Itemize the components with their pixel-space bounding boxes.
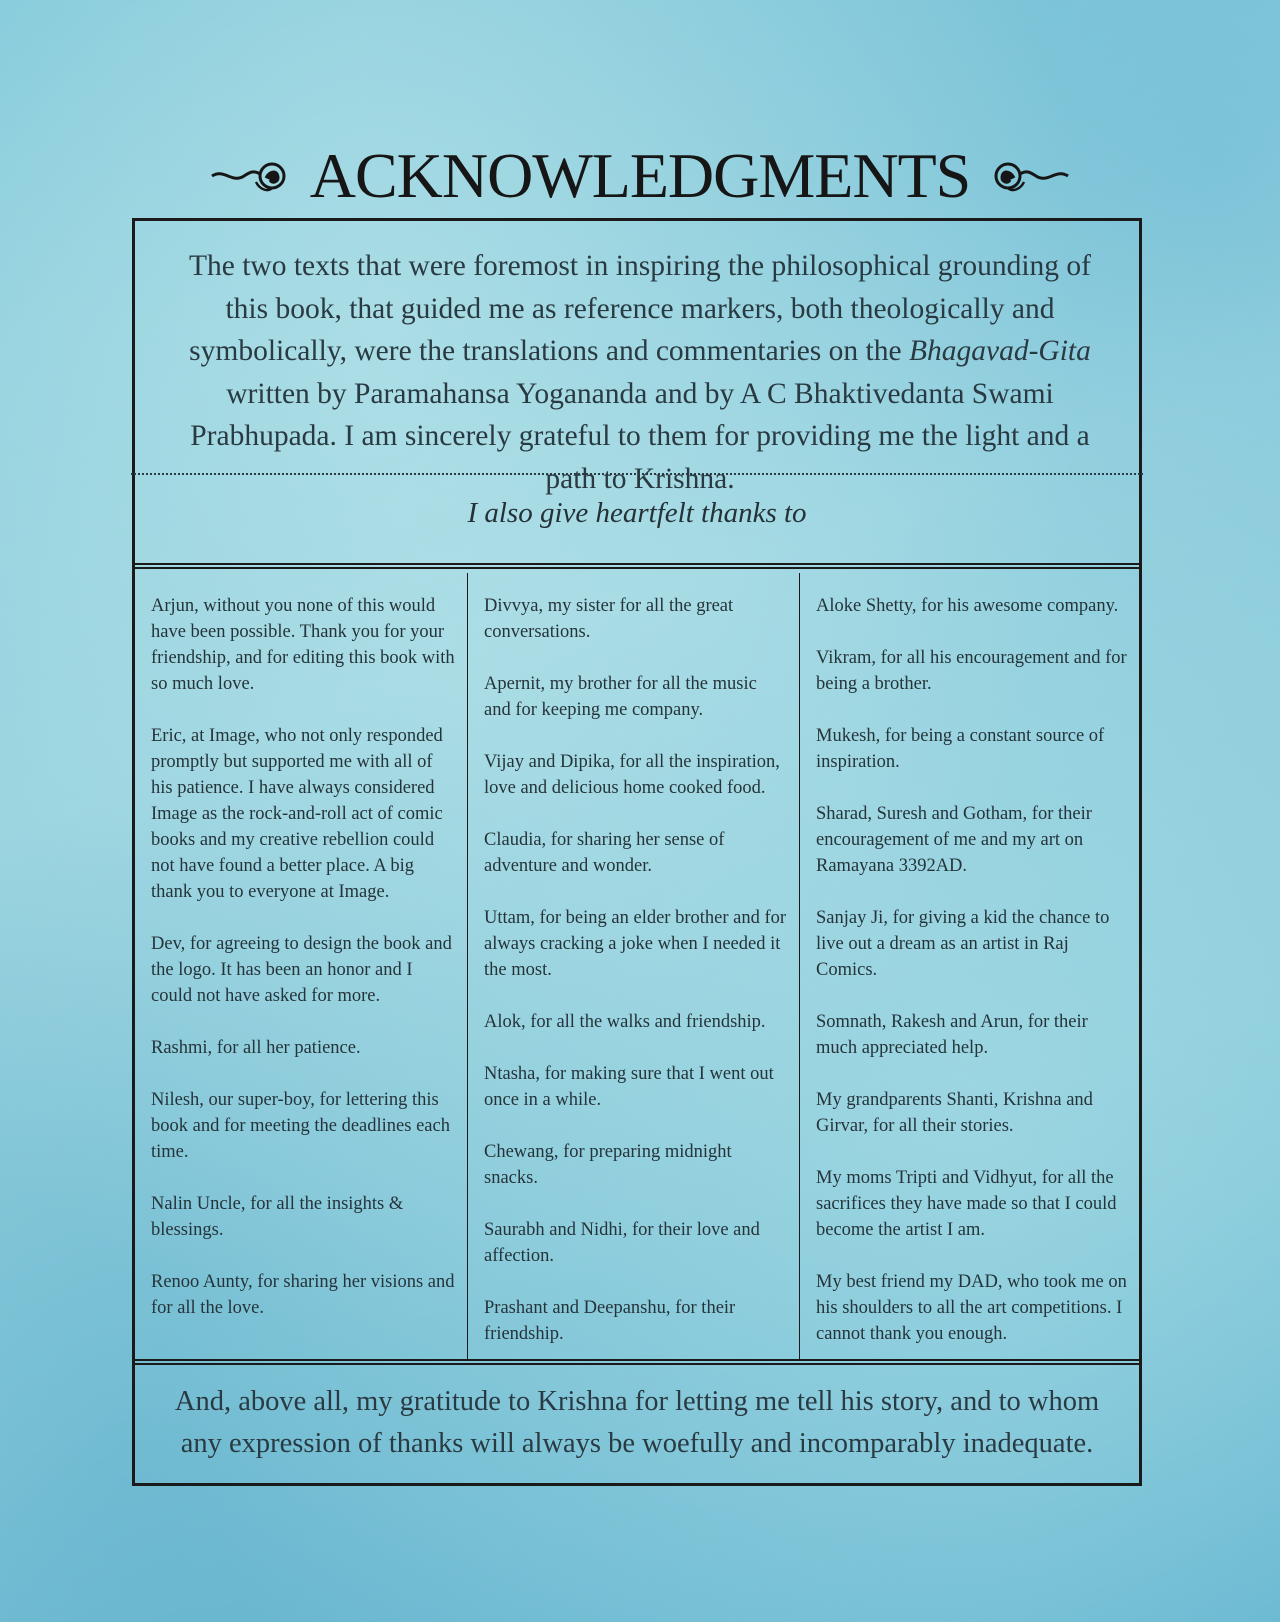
left-flourish-icon: [210, 156, 292, 196]
acknowledgments-frame: [132, 218, 1142, 1486]
thanks-entry: My moms Tripti and Vidhyut, for all the sacrifices they have made so that I could become the artist I am.: [816, 1168, 1117, 1240]
thanks-entry: Vikram, for all his encouragement and for being a brother.: [816, 648, 1127, 694]
thanks-entry: Divvya, my sister for all the great conversations.: [484, 596, 734, 642]
thanks-entry: Nilesh, our super-boy, for lettering this book and for meeting the deadlines each time.: [151, 1090, 450, 1162]
thanks-column-2: [467, 573, 799, 1359]
thanks-entry: Aloke Shetty, for his awesome company.: [816, 596, 1119, 616]
thanks-entry: Nalin Uncle, for all the insights & blessings.: [151, 1194, 404, 1240]
page-title: ACKNOWLEDGMENTS: [309, 140, 971, 211]
thanks-entry: Eric, at Image, who not only responded promptly but supported me with all of his patience. I have always considered Image as the rock-and-roll act of comic books and my creative rebellion could not have found a better place. A big thank you to everyone at Image.: [151, 726, 443, 902]
thanks-entry: Arjun, without you none of this would have been possible. Thank you for your friendship, and for editing this book with so much love.: [151, 596, 455, 694]
thanks-entry: Mukesh, for being a constant source of inspiration.: [816, 726, 1105, 772]
thanks-entry: Somnath, Rakesh and Arun, for their much appreciated help.: [816, 1012, 1088, 1058]
thanks-entry: Chewang, for preparing midnight snacks.: [484, 1142, 732, 1188]
thanks-entry: Dev, for agreeing to design the book and the logo. It has been an honor and I could not have asked for more.: [151, 934, 452, 1006]
thanks-entry: Vijay and Dipika, for all the inspiration, love and delicious home cooked food.: [484, 752, 780, 798]
title-row: [0, 140, 1280, 212]
thanks-entry: Rashmi, for all her patience.: [151, 1038, 361, 1058]
closing-paragraph: And, above all, my gratitude to Krishna for letting me tell his story, and to whom any expression of thanks will always be woefully and incomparably inadequate.: [174, 1386, 1100, 1459]
thanks-entry: Ntasha, for making sure that I went out once in a while.: [484, 1064, 774, 1110]
thanks-columns: [135, 573, 1139, 1359]
book-title-gita: Bhagavad-Gita: [908, 335, 1091, 367]
thanks-entry: Renoo Aunty, for sharing her visions and for all the love.: [151, 1272, 455, 1318]
thanks-entry: Claudia, for sharing her sense of adventure and wonder.: [484, 830, 725, 876]
dotted-divider: [131, 473, 1143, 475]
thanks-entry: Sharad, Suresh and Gotham, for their encouragement of me and my art on Ramayana 3392AD.: [816, 804, 1092, 876]
upper-double-rule: [135, 563, 1139, 569]
lower-double-rule: [135, 1359, 1139, 1365]
thanks-entry: Uttam, for being an elder brother and for always cracking a joke when I needed it the most.: [484, 908, 787, 980]
thanks-entry: My best friend my DAD, who took me on his shoulders to all the art competitions. I cannot thank you enough.: [816, 1272, 1127, 1344]
thanks-entry: Sanjay Ji, for giving a kid the chance to live out a dream as an artist in Raj Comics.: [816, 908, 1110, 980]
intro-text-end: written by Paramahansa Yogananda and by A C Bhaktivedanta Swami Prabhupada. I am sincerely grateful to them for providing me the light and a path to Krishna.: [190, 377, 1090, 495]
thanks-column-3: [799, 573, 1139, 1359]
right-flourish-icon: [988, 156, 1070, 196]
thanks-entry: Saurabh and Nidhi, for their love and affection.: [484, 1220, 760, 1266]
thanks-entry: Prashant and Deepanshu, for their friendship.: [484, 1298, 736, 1344]
thanks-heading: I also give heartfelt thanks to: [467, 497, 807, 529]
thanks-column-1: [135, 573, 467, 1359]
thanks-entry: My grandparents Shanti, Krishna and Girvar, for all their stories.: [816, 1090, 1093, 1136]
thanks-entry: Alok, for all the walks and friendship.: [484, 1012, 766, 1032]
thanks-entry: Apernit, my brother for all the music and for keeping me company.: [484, 674, 757, 720]
intro-text-start: The two texts that were foremost in inspiring the philosophical grounding of this book, that guided me as reference markers, both theologically and symbolically, were the translations and commentaries on the: [188, 250, 1092, 367]
